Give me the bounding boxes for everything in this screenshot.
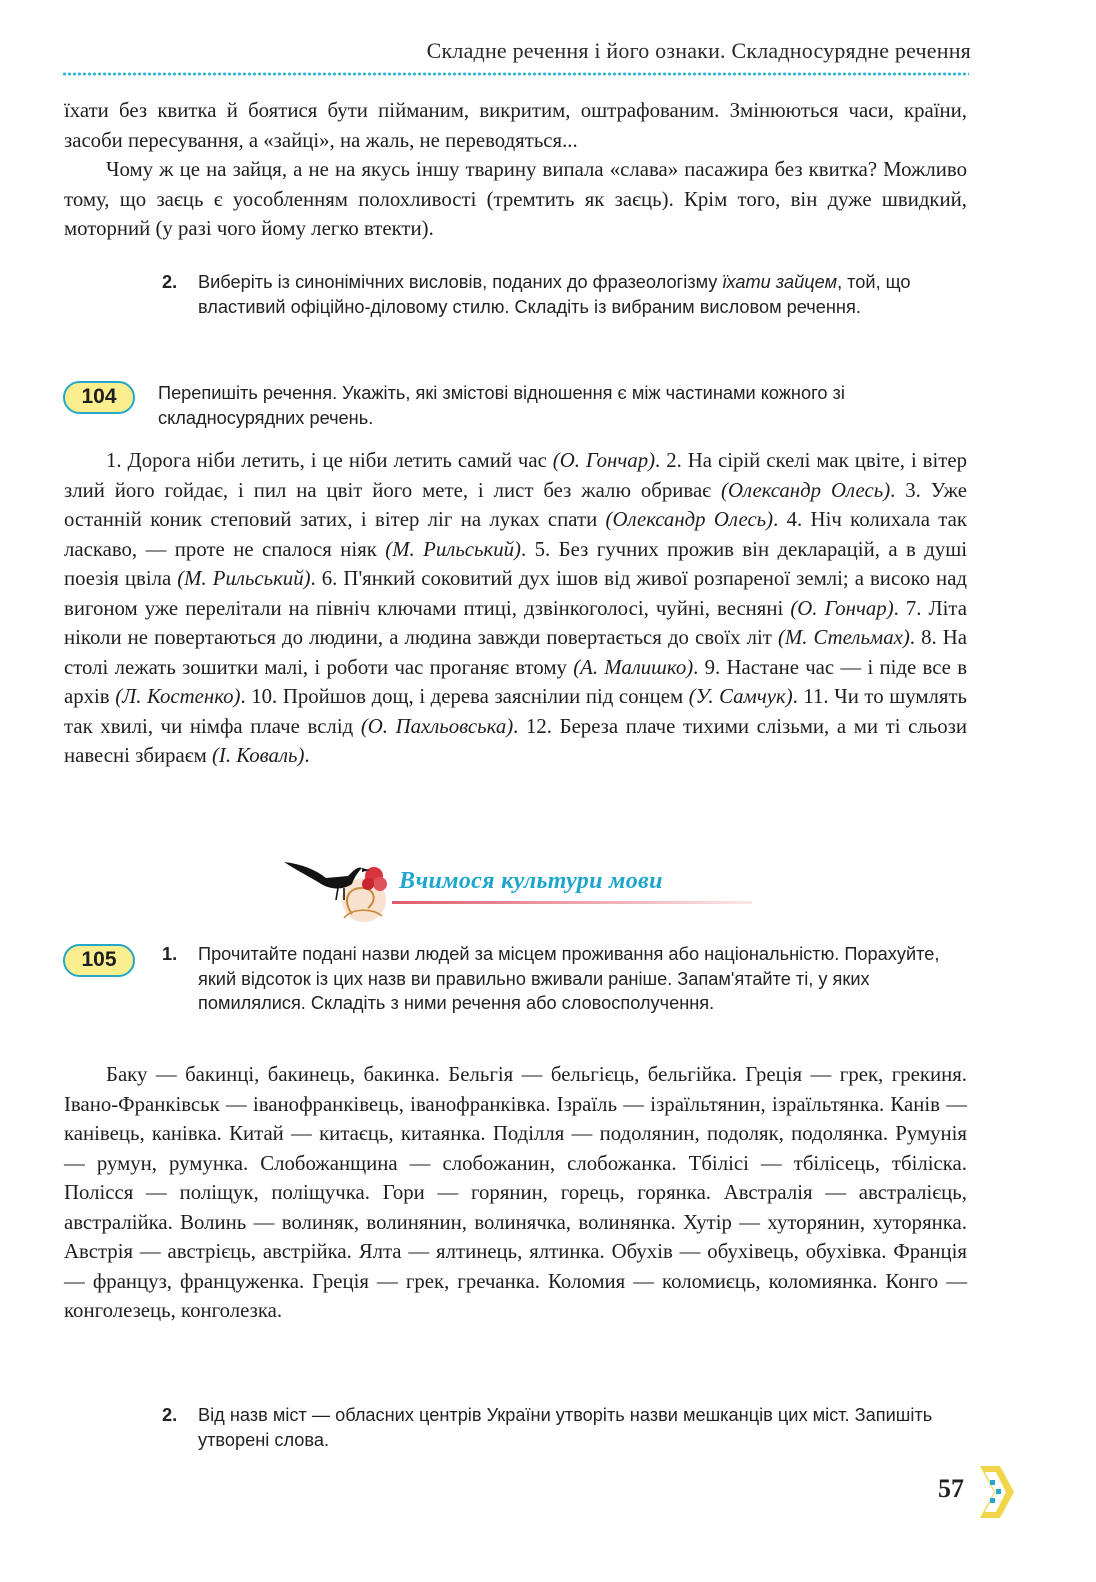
arrow-ornament-icon [976,1462,1016,1522]
task-text: Прочитайте подані назви людей за місцем проживання або національністю. Порахуйте, який відсоток із цих назв ви правильно вживали раніше. Запам'ятайте ті, у яких помилялися. Складіть з ними речення або словосполучення. [198,944,940,1013]
task-105-2 [162,1403,967,1452]
sentence-author: (Олександр Олесь) [605,508,774,531]
running-header: Складне речення і його ознаки. Складносурядне речення [426,38,971,63]
task-text-part: Виберіть із синонімічних висловів, поданих до фразеологізму [198,272,723,292]
sentence-text: 11. Чи то шумлять так хвилі, чи німфа плаче вслід [64,685,968,738]
task-105-1 [162,942,967,1016]
banner-title: Вчимося культури мови [399,868,663,894]
task-text: Від назв міст — обласних центрів України утворіть назви мешканців цих міст. Запишіть утворені слова. [198,1405,933,1450]
task-text [198,270,967,319]
task-phrase: їхати зайцем [722,272,838,292]
sentence-author: (Олександр Олесь) [721,478,891,502]
sentence-end: . [773,508,787,531]
sentence-text: 10. Пройшов дощ, і дерева заяснілии під сонцем [251,685,689,708]
sentence-end: . [890,478,906,502]
banner-underline [392,901,752,904]
sentence-author: (А. Малишко) [573,655,694,679]
sentence-text: 3. Уже останній коник степовий затих, і вітер ліг на луках спати [64,478,967,531]
sentence-end: . [240,685,252,708]
sentence-author: (М. Рильський) [385,537,521,561]
sentence-author: (У. Самчук) [688,685,793,708]
sentence-end: . [792,685,804,708]
exercise-number-badge: 105 [63,944,135,977]
exercise-number-badge: 104 [63,381,135,414]
sentence-end: . [655,449,667,472]
sentence-author: (М. Стельмах) [777,626,910,649]
exercise-104-instruction: Перепишіть речення. Укажіть, які змістові відношення є між частинами кожного зі складносурядних речень. [158,383,845,428]
sentence-text: 5. Без гучних прожив він декларацій, а в душі поезія цвіла [64,537,968,590]
bird-on-flower-icon [282,848,392,928]
exercise-104-sentences [64,446,967,771]
sentence-end: . [893,596,906,620]
sentence-text: 6. П'янкий соковитий дух ішов від живої розпареної землі; а високо над вигоном уже перелітали на північ ключами птиці, дзвінкоголосі, чуйні, весняні [64,567,968,620]
sentence-author: (О. Гончар) [790,596,894,620]
intro-paragraph-2: Чому ж це на зайця, а не на якусь іншу тварину випала «слава» пасажира без квитка? Можливо тому, що заєць є уособленням полохливості (тремтить як заєць). Крім того, він дуже швидкий, моторний (у разі чого йому легко втекти). [64,158,967,240]
section-banner [282,848,762,928]
sentence-end: . [520,537,535,561]
task-number: 1. [162,944,178,964]
sentence-text: 4. Ніч колихала так ласкаво, — проте не спалося ніяк [64,508,967,561]
sentence-author: (І. Коваль) [212,744,305,767]
sentence-author: (О. Гончар) [552,449,656,472]
sentence-end: . [693,655,705,679]
sentence-end: . [909,626,922,649]
sentence-text: 2. На сірій скелі мак цвіте, і вітер злий його гойдає, і пил на цвіт його мете, і лист без жалю обриває [64,449,967,502]
sentence-text: 1. Дорога ніби летить, і це ніби летить самий час [106,449,553,472]
sentence-text: 12. Береза плаче тихими слізьми, а ми ті сльози навесні збираєм [64,714,967,767]
intro-paragraph-1: їхати без квитка й боятися бути пійманим, викритим, оштрафованим. Змінюються часи, країни, засоби пересування, а «зайці», на жаль, не переводяться... [64,99,967,152]
sentence-text: 8. На столі лежать зошитки малі, і роботи час проганяє втому [64,626,968,679]
header-dotted-rule [62,72,969,76]
sentence-end: . [304,744,310,767]
page-number: 57 [938,1474,964,1503]
task-text-part: , той, що властивий офіційно-діловому стилю. Складіть із вибраним висловом речення. [198,272,911,317]
task-number: 2. [162,1405,178,1425]
sentence-end: . [310,567,322,590]
sentence-text: 7. Літа ніколи не повертаються до людини, а людина завжди повертається до своїх літ [64,596,967,649]
sentence-text: 9. Настане час — і піде все в архів [64,655,968,708]
sentence-end: . [513,714,526,738]
task-103-2 [162,270,967,319]
exercise-105-names: Баку — бакинці, бакинець, бакинка. Бельгія — бельгієць, бельгійка. Греція — грек, грекиня. Івано-Франківськ — іванофранківець, іванофранківка. Ізраїль — ізраїльтянин, ізраїльтянка. Канів — канівець, канівка. Китай — китаєць, китаянка. Поділля — подолянин, подоляк, подолянка. Румунія — румун, румунка. Слобожанщина — слобожанин, слобожанка. Тбілісі — тбілісець, тбіліска. Полісся — поліщук, поліщучка. Гори — горянин, горець, горянка. Австралія — австралієць, австралійка. Волинь — волиняк, волинянин, волинячка, волинянка. Хутір — хуторянин, хуторянка. Австрія — австрієць, австрійка. Ялта — ялтинець, ялтинка. Обухів — обухівець, обухівка. Франція — француз, француженка. Греція — грек, гречанка. Коломия — коломиєць, коломиянка. Конго — конголезець, конголезка. [64,1063,967,1322]
sentence-author: (М. Рильський) [177,567,311,590]
intro-text [64,96,967,244]
sentence-author: (О. Пахльовська) [360,714,514,738]
task-number: 2. [162,272,178,292]
sentence-author: (Л. Костенко) [115,685,241,708]
